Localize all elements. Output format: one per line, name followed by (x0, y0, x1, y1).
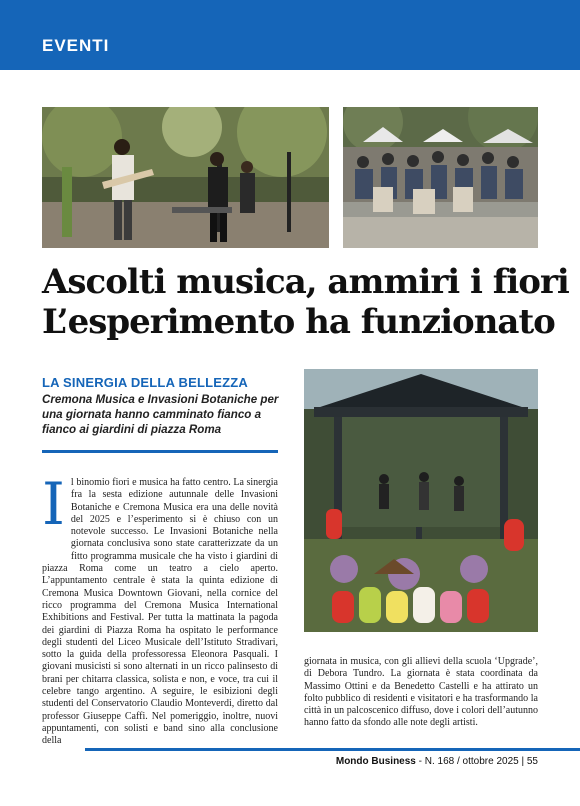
headline-line-1: Ascolti musica, ammiri i fiori (42, 262, 569, 302)
deck-rule (42, 450, 278, 453)
kicker: LA SINERGIA DELLA BELLEZZA (42, 375, 248, 390)
dropcap: I (42, 470, 65, 538)
deck: Cremona Musica e Invasioni Botaniche per una giornata hanno camminato fianco a fianco ai giardini di piazza Roma (42, 393, 279, 436)
body-column-2: giornata in musica, con gli allievi della scuola ‘Upgrade’, di Debora Tundro. La giornata è stata coordinata da Massimo Ottini e da Benedetto Castelli e ha attirato un folto pubblico di residenti e visitatori e ha trasformando la città in un palcoscenico diffuso, dove i colori dell’autunno hanno fatto da sfondo alle note degli artisti. (304, 656, 538, 729)
section-label: EVENTI (42, 36, 110, 55)
photo-band-performing (42, 107, 329, 248)
issue-info: - N. 168 / ottobre 2025 | 55 (415, 756, 538, 767)
headline (42, 262, 569, 342)
header-bar (0, 0, 580, 70)
photo-gazebo-stage (304, 369, 538, 632)
photo-audience (343, 107, 538, 248)
body-text-1: l binomio fiori e musica ha fatto centro. La sinergia fra la sesta edizione autunnale delle Invasioni Botaniche e Cremona Musica era una delle novità del 2025 e l’esperimento si è chiuso con un notevole successo. Le Invasioni Botaniche nella giornata conclusiva sono state caratterizzate da un fitto programma musicale che ha visto i giardini di piazza Roma come un teatro a cielo aperto. L’appuntamento centrale è stata la quinta edizione di Cremona Musica Downtown Giovani, nella cornice del ricco programma del Cremona Musica International Exhibitions and Festival. Per tutta la mattinata la pagoda dei giardini di Piazza Roma ha ospitato le performance degli studenti del Liceo Musicale dell’Istituto Stradivari, sotto la guida della professoressa Eleonora Pasquali. I giovani musicisti si sono alternati in un ricco palinsesto di brani per chitarra classica, solista e non, e voce, tra cui il celebre tango argentino. A seguire, le esibizioni degli studenti del Conservatorio Claudio Monteverdi, diretto dal professor Giuseppe Caffi. Nel pomeriggio, inoltre, nuovi appuntamenti, con solisti e band sino alla conclusione della (42, 477, 278, 747)
footer-rule (85, 748, 580, 751)
footer (336, 756, 538, 767)
body-column-1 (42, 470, 278, 748)
publication-name: Mondo Business (335, 756, 416, 767)
headline-line-2: L’esperimento ha funzionato (42, 302, 555, 342)
